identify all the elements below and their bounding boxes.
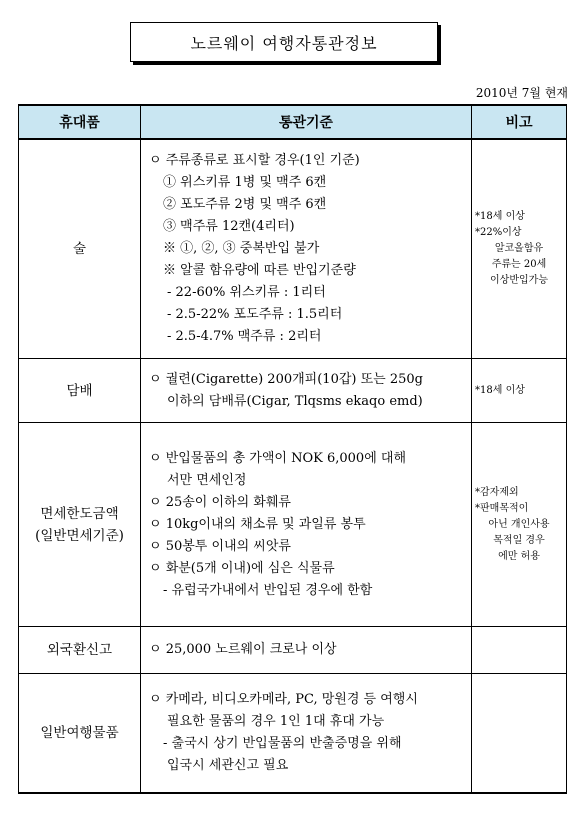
category-travel-goods: 일반여행물품 [19,674,141,794]
header-item: 휴대품 [19,105,141,139]
table-row [19,423,567,627]
remark-line: *감자제외 [475,486,519,498]
remarks-tobacco [472,359,567,423]
standard-line: 이하의 담배류(Cigar, Tlqsms ekaqo emd) [167,393,423,409]
standard-line: ③ 맥주류 12캔(4리터) [163,219,295,234]
remark-line: 알코올함유 [494,243,544,254]
standard-line: ㅇ 25송이 이하의 화훼류 [149,494,291,510]
remarks-travel-goods [472,674,567,794]
standard-line: ※ 알콜 함유량에 따른 반입기준량 [163,263,356,278]
standard-line: 입국시 세관신고 필요 [167,758,289,773]
remark-line: 에만 허용 [498,550,540,562]
remark-line: 이상반입가능 [490,275,548,286]
standard-line: ㅇ 카메라, 비디오카메라, PC, 망원경 등 여행시 [149,692,418,707]
standard-line: ㅇ 궐련(Cigarette) 200개피(10갑) 또는 250g [149,371,423,387]
header-remarks: 비고 [472,105,567,139]
standard-line: ㅇ 주류종류로 표시할 경우(1인 기준) [149,153,360,168]
remarks-foreign-exchange [472,627,567,674]
standard-line: ② 포도주류 2병 및 맥주 6캔 [163,197,327,212]
standard-tobacco [141,359,472,423]
table-row [19,139,567,359]
standard-line: ㅇ 반입물품의 총 가액이 NOK 6,000에 대해 [149,450,407,466]
remark-line: 아닌 개인사용 [488,518,550,530]
page-title: 노르웨이 여행자통관정보 [130,22,438,62]
category-line: 면세한도금액 [40,505,119,522]
standard-line: ※ ①, ②, ③ 중복반입 불가 [163,241,320,256]
remark-line: *18세 이상 [475,211,525,222]
table-header-row [19,105,567,139]
standard-travel-goods [141,674,472,794]
remarks-alcohol [472,139,567,359]
category-line: (일반면세기준) [35,527,124,544]
standard-line: ① 위스키류 1병 및 맥주 6캔 [163,175,327,190]
standard-line: ㅇ 화분(5개 이내)에 심은 식물류 [149,560,335,576]
category-tobacco: 담배 [19,359,141,423]
remark-line: 목적일 경우 [493,534,545,546]
category-foreign-exchange: 외국환신고 [19,627,141,674]
remark-line: *22%이상 [475,227,522,238]
standard-line: 필요한 물품의 경우 1인 1대 휴대 가능 [167,714,385,729]
category-alcohol: 술 [19,139,141,359]
standard-line: 서만 면세인정 [167,472,247,488]
standard-line: - 2.5-22% 포도주류 : 1.5리터 [167,307,343,322]
date-note: 2010년 7월 현재 [475,86,568,100]
standard-foreign-exchange [141,627,472,674]
remarks-duty-free [472,423,567,627]
table-row [19,674,567,794]
remark-line: *18세 이상 [475,384,525,396]
standard-line: - 2.5-4.7% 맥주류 : 2리터 [167,329,322,344]
standard-line: - 출국시 상기 반입물품의 반출증명을 위해 [163,736,402,751]
standard-line: ㅇ 50봉투 이내의 씨앗류 [149,538,291,554]
remark-line: *판매목적이 [475,502,529,514]
remark-line: 주류는 20세 [491,259,547,270]
standard-line: - 유럽국가내에서 반입된 경우에 한함 [163,582,373,598]
customs-table [18,104,567,794]
standard-line: ㅇ 25,000 노르웨이 크로나 이상 [149,642,337,657]
standard-duty-free [141,423,472,627]
category-duty-free [19,423,141,627]
header-standard: 통관기준 [141,105,472,139]
standard-line: - 22-60% 위스키류 : 1리터 [167,285,326,300]
table-row [19,359,567,423]
standard-alcohol [141,139,472,359]
standard-line: ㅇ 10kg이내의 채소류 및 과일류 봉투 [149,516,366,532]
table-row [19,627,567,674]
